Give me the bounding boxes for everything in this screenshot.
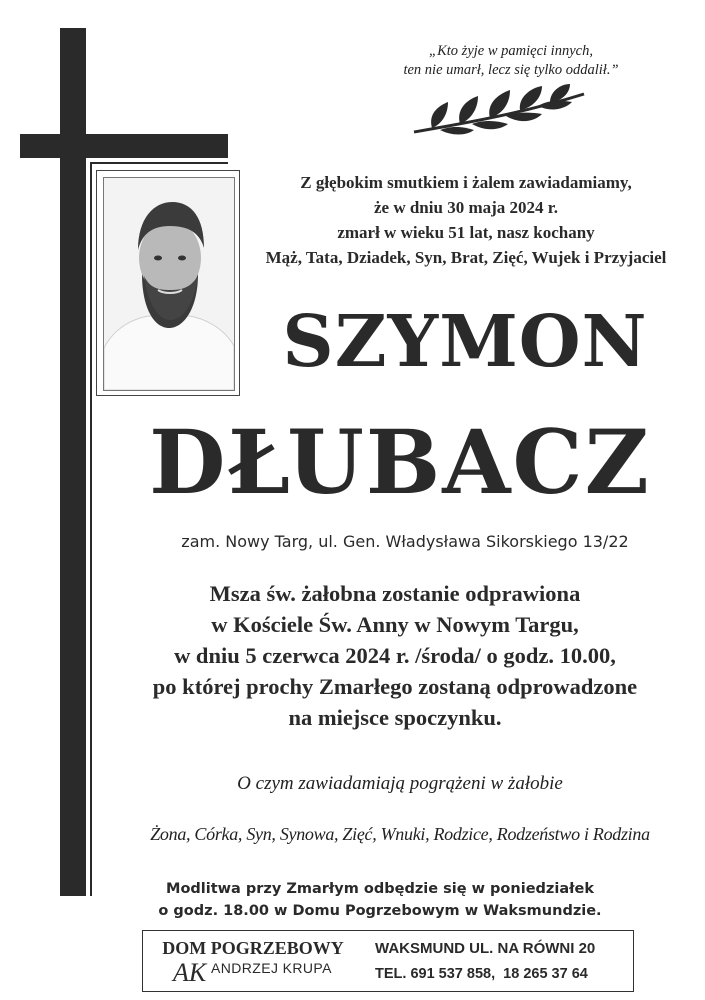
intro-line-4: Mąż, Tata, Dziadek, Syn, Brat, Zięć, Wujek i Przyjaciel: [265, 248, 667, 267]
cross-outline-vertical: [90, 162, 92, 896]
prayer-information: [100, 878, 660, 922]
prayer-line-2: o godz. 18.00 w Domu Pogrzebowym w Waksmundzie.: [158, 903, 602, 919]
memorial-quote: [380, 42, 642, 80]
funeral-home-logo-icon: [171, 957, 211, 985]
announcement-intro: [242, 170, 690, 270]
cross-horizontal-bar: [20, 134, 228, 158]
mass-line-3: w dniu 5 czerwca 2024 r. /środa/ o godz. 10.00,: [174, 643, 616, 668]
funeral-home-phones: TEL. 691 537 858, 18 265 37 64: [375, 966, 588, 982]
intro-line-1: Z głębokim smutkiem i żalem zawiadamiamy,: [300, 173, 632, 192]
mass-line-5: na miejsce spoczynku.: [288, 705, 502, 730]
funeral-home-owner: ANDRZEJ KRUPA: [211, 960, 332, 976]
deceased-last-name: DŁUBACZ: [149, 410, 651, 514]
quote-line-1: „Kto żyje w pamięci innych,: [429, 43, 593, 59]
mass-information: [95, 578, 695, 733]
mourners-intro: O czym zawiadamiają pogrążeni w żałobie: [237, 773, 563, 794]
mass-line-1: Msza św. żałobna zostanie odprawiona: [209, 581, 581, 606]
cross-vertical-bar: [60, 28, 86, 896]
laurel-branch-icon: [410, 84, 588, 138]
funeral-home-address: WAKSMUND UL. NA RÓWNI 20: [375, 940, 596, 957]
logo-letters: AK: [173, 958, 207, 985]
mourners-family: Żona, Córka, Syn, Synowa, Zięć, Wnuki, Rodzice, Rodzeństwo i Rodzina: [150, 824, 650, 844]
portrait-photo: [96, 170, 240, 396]
portrait-image: [103, 177, 235, 391]
cross-outline-horizontal: [90, 162, 228, 164]
mass-line-4: po której prochy Zmarłego zostaną odprowadzone: [152, 674, 638, 699]
funeral-home-name: DOM POGRZEBOWY: [162, 938, 344, 958]
intro-line-3: zmarł w wieku 51 lat, nasz kochany: [337, 223, 595, 242]
funeral-home-box: [142, 930, 634, 992]
mass-line-2: w Kościele Św. Anny w Nowym Targu,: [211, 612, 579, 637]
deceased-address: zam. Nowy Targ, ul. Gen. Władysława Sikorskiego 13/22: [181, 532, 629, 551]
intro-line-2: że w dniu 30 maja 2024 r.: [373, 198, 558, 217]
deceased-first-name: SZYMON: [282, 299, 648, 383]
quote-line-2: ten nie umarł, lecz się tylko oddalił.”: [403, 62, 619, 78]
prayer-line-1: Modlitwa przy Zmarłym odbędzie się w poniedziałek: [166, 881, 594, 897]
